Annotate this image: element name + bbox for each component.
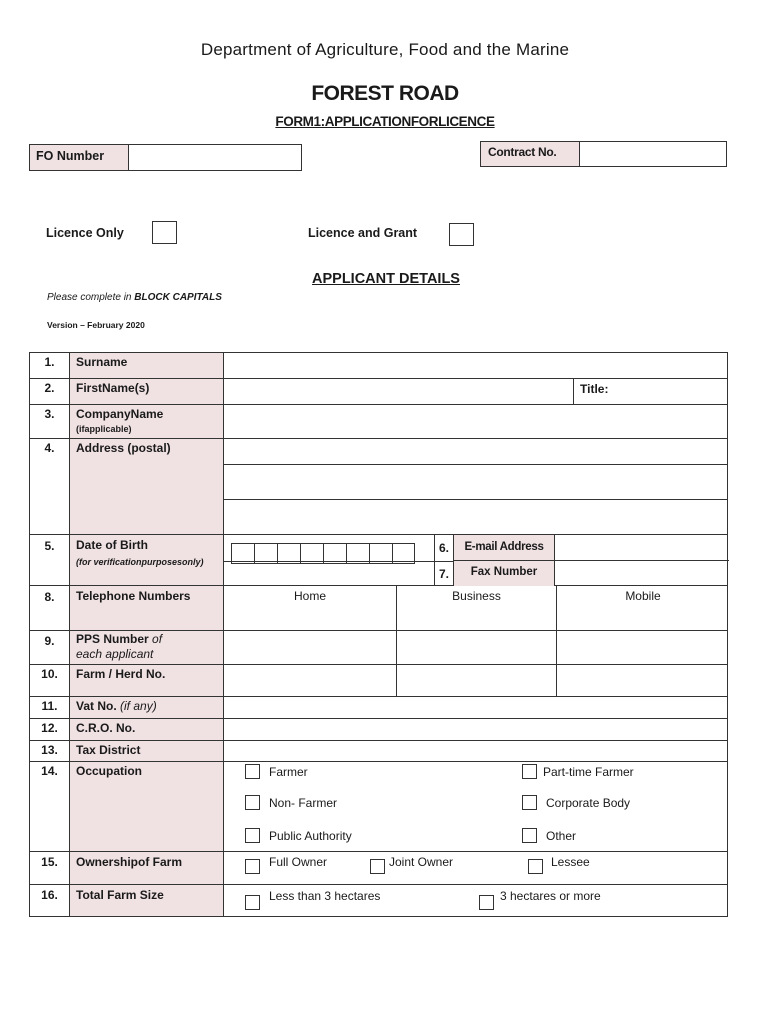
first-names-cell bbox=[224, 379, 728, 405]
ownership-options bbox=[224, 852, 728, 885]
ownership-label: Ownershipof Farm bbox=[70, 852, 224, 885]
form-title: FOREST ROAD bbox=[311, 82, 459, 105]
cro-label: C.R.O. No. bbox=[70, 719, 224, 741]
row-number: 4. bbox=[30, 439, 70, 535]
surname-label: Surname bbox=[70, 353, 224, 379]
company-name-label-cell bbox=[70, 405, 224, 439]
occupation-option-farmer[interactable] bbox=[245, 764, 308, 779]
contract-number-label: Contract No. bbox=[481, 142, 580, 166]
option-label: Less than 3 hectares bbox=[269, 889, 381, 903]
checkbox[interactable] bbox=[245, 859, 260, 874]
occupation-options bbox=[224, 762, 728, 852]
row-number: 5. bbox=[30, 535, 70, 586]
business-phone-input[interactable] bbox=[396, 586, 556, 630]
dob-hint: (for verificationpurposesonly) bbox=[76, 557, 204, 567]
email-label: E-mail Address bbox=[454, 535, 555, 561]
fo-number-input[interactable] bbox=[129, 145, 301, 170]
company-name-label: CompanyName bbox=[76, 407, 164, 421]
checkbox[interactable] bbox=[245, 764, 260, 779]
option-label: Full Owner bbox=[269, 854, 328, 869]
occupation-option-other[interactable] bbox=[522, 828, 576, 843]
business-phone-label: Business bbox=[452, 589, 501, 603]
occupation-option-non-farmer[interactable] bbox=[245, 795, 337, 810]
option-label: Other bbox=[546, 828, 577, 843]
checkbox[interactable] bbox=[522, 764, 537, 779]
row-number: 3. bbox=[30, 405, 70, 439]
title-field[interactable] bbox=[573, 379, 729, 404]
dob-label: Date of Birth bbox=[76, 538, 148, 552]
first-names-input[interactable] bbox=[224, 379, 573, 404]
row-number: 9. bbox=[30, 631, 70, 665]
surname-input[interactable] bbox=[224, 353, 728, 379]
occupation-option-corporate-body[interactable] bbox=[522, 795, 630, 810]
row-number: 1. bbox=[30, 353, 70, 379]
total-farm-size-label: Total Farm Size bbox=[70, 885, 224, 917]
pps-hint: each applicant bbox=[76, 647, 154, 661]
applicant-details-heading: APPLICANT DETAILS bbox=[312, 271, 460, 287]
vat-label-suffix: (if any) bbox=[116, 699, 157, 713]
vat-label: Vat No. bbox=[76, 699, 117, 713]
checkbox[interactable] bbox=[245, 895, 260, 910]
table-row bbox=[30, 353, 728, 379]
farm-size-option-less-than-3[interactable] bbox=[245, 888, 380, 910]
tax-district-input[interactable] bbox=[224, 741, 728, 762]
row-number: 10. bbox=[30, 665, 70, 697]
address-line-3-input[interactable] bbox=[224, 500, 728, 535]
applicant-details-table bbox=[29, 352, 728, 917]
ownership-option-full-owner[interactable] bbox=[245, 855, 327, 874]
address-line-1-input[interactable] bbox=[224, 439, 728, 465]
company-name-input[interactable] bbox=[224, 405, 728, 439]
fax-input[interactable] bbox=[555, 561, 729, 586]
row-number: 6. bbox=[434, 535, 454, 561]
option-label: Non- Farmer bbox=[269, 795, 338, 810]
row-number: 2. bbox=[30, 379, 70, 405]
table-row bbox=[30, 697, 728, 719]
table-row bbox=[30, 631, 728, 665]
address-label: Address (postal) bbox=[70, 439, 224, 535]
email-input[interactable] bbox=[555, 535, 729, 561]
occupation-label: Occupation bbox=[70, 762, 224, 852]
vat-label-cell bbox=[70, 697, 224, 719]
row-number: 8. bbox=[30, 586, 70, 631]
row-number: 11. bbox=[30, 697, 70, 719]
farm-herd-cell bbox=[224, 665, 728, 697]
row-number: 7. bbox=[434, 561, 454, 586]
fo-number-field-group bbox=[29, 144, 302, 171]
pps-cell bbox=[224, 631, 728, 665]
row-number: 15. bbox=[30, 852, 70, 885]
pps-label: PPS Number bbox=[76, 632, 149, 646]
tax-district-label: Tax District bbox=[70, 741, 224, 762]
licence-and-grant-checkbox[interactable] bbox=[449, 223, 474, 246]
option-label: 3 hectares or more bbox=[500, 889, 601, 903]
checkbox[interactable] bbox=[522, 828, 537, 843]
department-heading: Department of Agriculture, Food and the Marine bbox=[200, 40, 570, 59]
table-row bbox=[30, 741, 728, 762]
option-label: Farmer bbox=[269, 764, 308, 779]
form-subtitle: FORM1:APPLICATIONFORLICENCE bbox=[275, 114, 495, 129]
checkbox[interactable] bbox=[245, 795, 260, 810]
pps-input-1[interactable] bbox=[224, 631, 396, 664]
title-label: Title: bbox=[580, 382, 609, 396]
pps-label-cell bbox=[70, 631, 224, 665]
option-label: Corporate Body bbox=[546, 795, 631, 810]
row-number: 14. bbox=[30, 762, 70, 852]
version-label: Version – February 2020 bbox=[47, 320, 145, 330]
checkbox[interactable] bbox=[245, 828, 260, 843]
checkbox[interactable] bbox=[479, 895, 494, 910]
farm-size-options bbox=[224, 885, 728, 917]
mobile-phone-input[interactable] bbox=[556, 586, 729, 630]
farm-herd-input-2[interactable] bbox=[396, 665, 556, 696]
ownership-option-joint-owner[interactable] bbox=[370, 855, 453, 874]
dob-divider bbox=[224, 561, 434, 562]
telephone-cell bbox=[224, 586, 728, 631]
occupation-option-public-authority[interactable] bbox=[245, 828, 352, 843]
table-row bbox=[30, 762, 728, 852]
home-phone-input[interactable] bbox=[224, 586, 396, 630]
telephone-label: Telephone Numbers bbox=[70, 586, 224, 631]
fo-number-label: FO Number bbox=[30, 145, 129, 170]
checkbox[interactable] bbox=[522, 795, 537, 810]
fax-label: Fax Number bbox=[454, 561, 555, 586]
licence-only-label: Licence Only bbox=[46, 226, 124, 240]
table-row bbox=[30, 405, 728, 439]
option-label: Public Authority bbox=[269, 828, 352, 843]
occupation-option-part-time-farmer[interactable] bbox=[522, 764, 634, 779]
ownership-option-lessee[interactable] bbox=[528, 855, 590, 874]
pps-label-suffix: of bbox=[148, 632, 163, 646]
block-capitals-note: Please complete in BLOCK CAPITALS bbox=[47, 292, 222, 303]
dob-email-fax-cell bbox=[224, 535, 728, 586]
table-row bbox=[30, 439, 728, 465]
table-row bbox=[30, 586, 728, 631]
row-number: 16. bbox=[30, 885, 70, 917]
checkbox[interactable] bbox=[528, 859, 543, 874]
table-row bbox=[30, 719, 728, 741]
licence-only-checkbox[interactable] bbox=[152, 221, 177, 244]
option-label: Joint Owner bbox=[389, 854, 454, 869]
farm-herd-input-3[interactable] bbox=[556, 665, 729, 696]
licence-and-grant-label: Licence and Grant bbox=[308, 226, 418, 240]
table-row bbox=[30, 535, 728, 586]
cro-input[interactable] bbox=[224, 719, 728, 741]
first-names-label: FirstName(s) bbox=[70, 379, 224, 405]
table-row bbox=[30, 852, 728, 885]
contract-number-input[interactable] bbox=[580, 142, 726, 166]
vat-input[interactable] bbox=[224, 697, 728, 719]
mobile-phone-label: Mobile bbox=[625, 589, 661, 603]
checkbox[interactable] bbox=[370, 859, 385, 874]
option-label: Part-time Farmer bbox=[543, 764, 634, 779]
table-row bbox=[30, 885, 728, 917]
pps-input-2[interactable] bbox=[396, 631, 556, 664]
dob-label-cell bbox=[70, 535, 224, 586]
farm-herd-label: Farm / Herd No. bbox=[70, 665, 224, 697]
address-line-2-input[interactable] bbox=[224, 465, 728, 500]
contract-number-field-group bbox=[480, 141, 727, 167]
table-row bbox=[30, 379, 728, 405]
table-row bbox=[30, 665, 728, 697]
option-label: Lessee bbox=[551, 854, 590, 869]
farm-herd-input-1[interactable] bbox=[224, 665, 396, 696]
farm-size-option-3-or-more[interactable] bbox=[479, 888, 601, 910]
pps-input-3[interactable] bbox=[556, 631, 729, 664]
home-phone-label: Home bbox=[293, 589, 326, 603]
row-number: 12. bbox=[30, 719, 70, 741]
company-name-hint: (ifapplicable) bbox=[76, 424, 132, 434]
row-number: 13. bbox=[30, 741, 70, 762]
